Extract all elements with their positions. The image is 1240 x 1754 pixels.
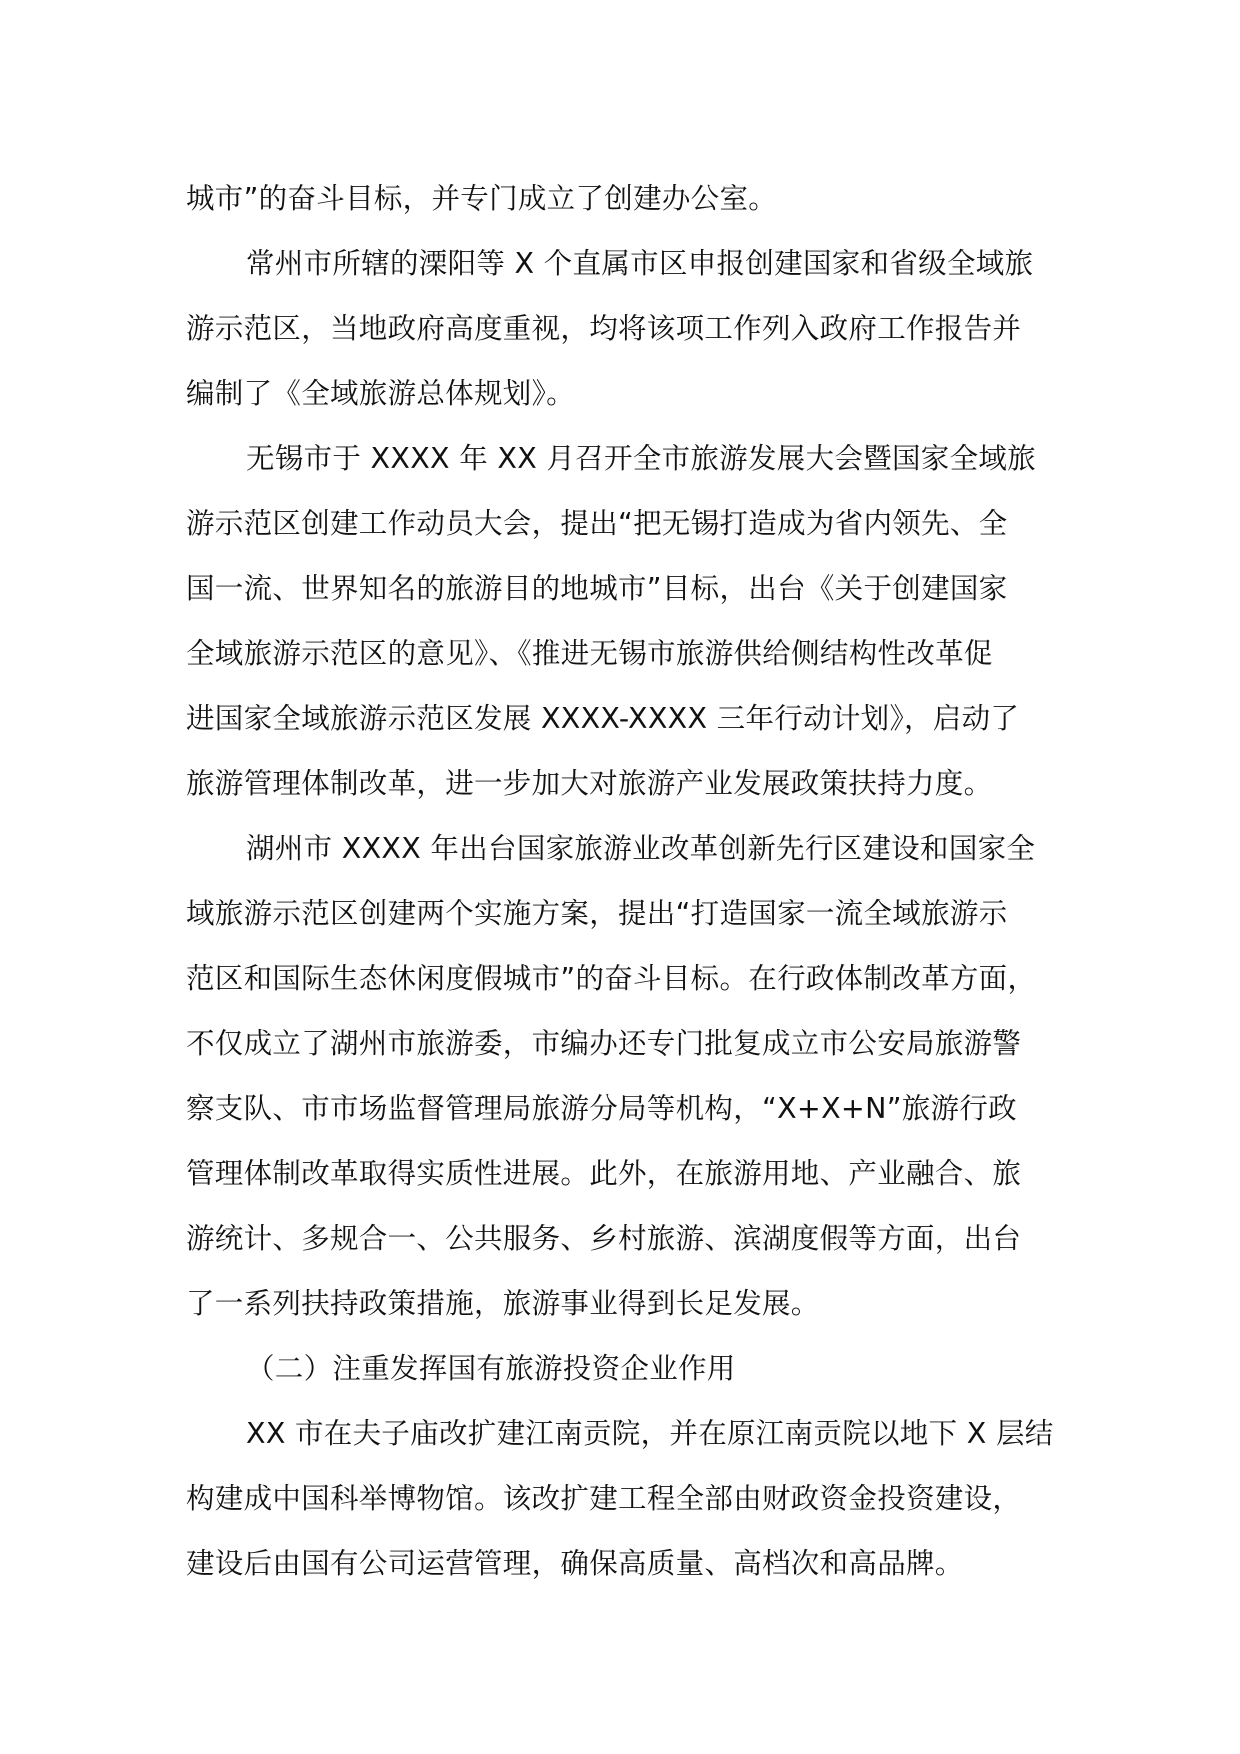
text-line: 旅游管理体制改革，进一步加大对旅游产业发展政策扶持力度。 [186, 767, 993, 800]
section-heading: （二）注重发挥国有旅游投资企业作用 [246, 1352, 736, 1385]
paragraph-first-line: 常州市所辖的溧阳等 X 个直属市区申报创建国家和省级全域旅 [246, 247, 1034, 280]
text-line: 了一系列扶持政策措施，旅游事业得到长足发展。 [186, 1287, 820, 1320]
paragraph-first-line: 湖州市 XXXX 年出台国家旅游业改革创新先行区建设和国家全 [246, 832, 1036, 865]
document-page [186, 166, 1066, 1596]
text-line: 游示范区创建工作动员大会，提出“把无锡打造成为省内领先、全 [186, 507, 1008, 540]
text-line: 城市”的奋斗目标，并专门成立了创建办公室。 [186, 182, 778, 215]
text-line: 进国家全域旅游示范区发展 XXXX-XXXX 三年行动计划》，启动了 [186, 702, 1020, 735]
text-line: 编制了《全域旅游总体规划》。 [186, 377, 575, 410]
text-line: 管理体制改革取得实质性进展。此外，在旅游用地、产业融合、旅 [186, 1157, 1022, 1190]
text-line: 不仅成立了湖州市旅游委，市编办还专门批复成立市公安局旅游警 [186, 1027, 1022, 1060]
text-line: 游统计、多规合一、公共服务、乡村旅游、滨湖度假等方面，出台 [186, 1222, 1022, 1255]
text-line: 游示范区，当地政府高度重视，均将该项工作列入政府工作报告并 [186, 312, 1022, 345]
text-line: 国一流、世界知名的旅游目的地城市”目标，出台《关于创建国家 [186, 572, 1008, 605]
text-line: 察支队、市市场监督管理局旅游分局等机构，“X+X+N”旅游行政 [186, 1092, 1017, 1125]
text-line: 域旅游示范区创建两个实施方案，提出“打造国家一流全域旅游示 [186, 897, 1008, 930]
paragraph-first-line: 无锡市于 XXXX 年 XX 月召开全市旅游发展大会暨国家全域旅 [246, 442, 1036, 475]
paragraph-first-line: XX 市在夫子庙改扩建江南贡院，并在原江南贡院以地下 X 层结 [246, 1417, 1054, 1450]
text-line: 范区和国际生态休闲度假城市”的奋斗目标。在行政体制改革方面， [186, 962, 1037, 995]
text-line: 构建成中国科举博物馆。该改扩建工程全部由财政资金投资建设， [186, 1482, 1022, 1515]
text-line: 建设后由国有公司运营管理，确保高质量、高档次和高品牌。 [186, 1547, 964, 1580]
text-line: 全域旅游示范区的意见》、《推进无锡市旅游供给侧结构性改革促 [186, 637, 993, 670]
